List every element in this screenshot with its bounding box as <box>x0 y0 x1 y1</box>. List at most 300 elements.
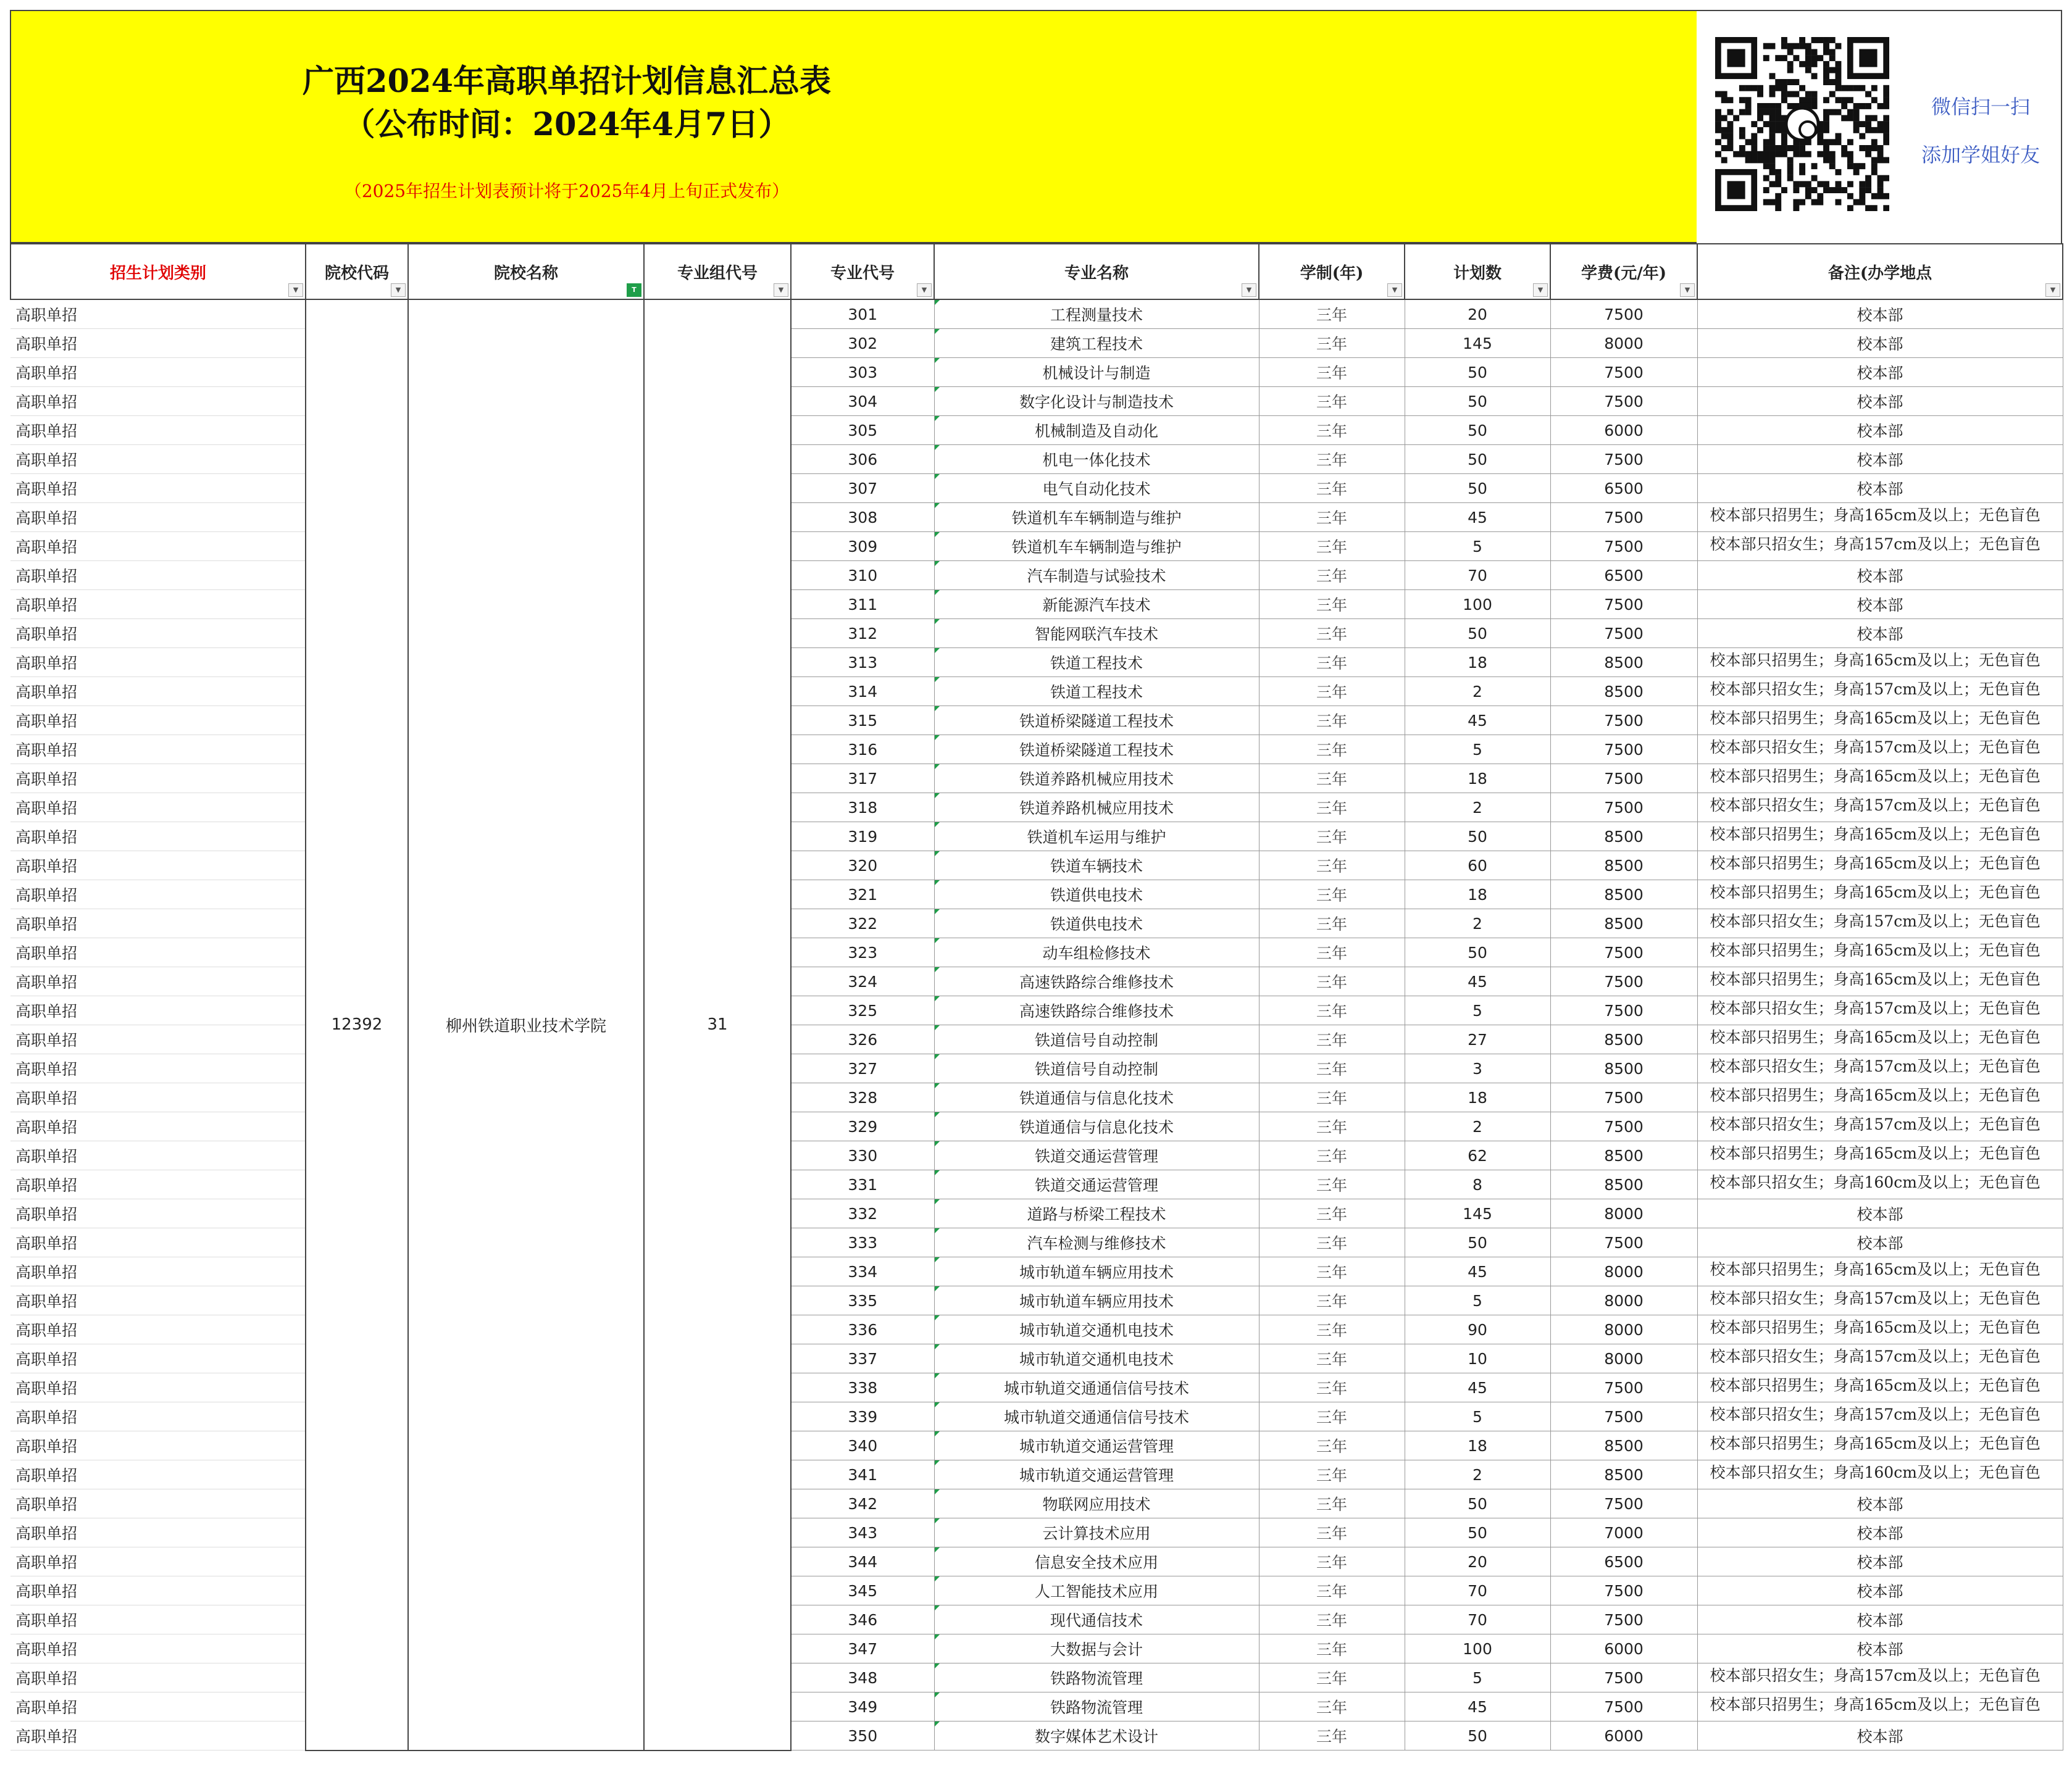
cell-tuition[interactable]: 8500 <box>1550 1054 1697 1083</box>
filter-dropdown-icon[interactable]: ▼ <box>391 283 406 297</box>
filter-dropdown-icon[interactable]: ▼ <box>288 283 303 297</box>
cell-plan-category[interactable]: 高职单招 <box>10 1663 306 1692</box>
cell-plan-category[interactable]: 高职单招 <box>10 445 306 474</box>
cell-plan-category[interactable]: 高职单招 <box>10 1605 306 1634</box>
cell-tuition[interactable]: 7500 <box>1550 1489 1697 1518</box>
cell-major-code[interactable]: 334 <box>791 1257 934 1286</box>
cell-note[interactable]: 校本部只招女生；身高157cm及以上；无色盲色 <box>1697 1344 2063 1373</box>
cell-note[interactable]: 校本部只招女生；身高157cm及以上；无色盲色 <box>1697 996 2063 1025</box>
cell-tuition[interactable]: 8500 <box>1550 648 1697 677</box>
cell-major-code[interactable]: 309 <box>791 532 934 561</box>
cell-major-name[interactable] <box>934 503 1259 532</box>
cell-plan-count[interactable]: 50 <box>1405 619 1550 648</box>
cell-major-code[interactable]: 349 <box>791 1692 934 1721</box>
cell-plan-count[interactable]: 70 <box>1405 1605 1550 1634</box>
cell-plan-count[interactable]: 70 <box>1405 1576 1550 1605</box>
cell-plan-count[interactable]: 2 <box>1405 1112 1550 1141</box>
cell-plan-category[interactable]: 高职单招 <box>10 677 306 706</box>
cell-major-code[interactable]: 347 <box>791 1634 934 1663</box>
cell-plan-count[interactable]: 50 <box>1405 938 1550 967</box>
cell-tuition[interactable]: 6500 <box>1550 1547 1697 1576</box>
cell-plan-category[interactable]: 高职单招 <box>10 735 306 764</box>
cell-major-name[interactable] <box>934 619 1259 648</box>
cell-plan-count[interactable]: 18 <box>1405 1083 1550 1112</box>
cell-major-code[interactable]: 307 <box>791 474 934 503</box>
cell-note[interactable]: 校本部只招女生；身高157cm及以上；无色盲色 <box>1697 793 2063 822</box>
cell-major-code[interactable]: 304 <box>791 387 934 416</box>
cell-note[interactable]: 校本部 <box>1697 619 2063 648</box>
cell-note[interactable]: 校本部 <box>1697 445 2063 474</box>
cell-tuition[interactable]: 7500 <box>1550 938 1697 967</box>
cell-major-name[interactable] <box>934 1286 1259 1315</box>
cell-plan-count[interactable]: 2 <box>1405 793 1550 822</box>
cell-note[interactable]: 校本部 <box>1697 1576 2063 1605</box>
cell-duration[interactable]: 三年 <box>1259 1547 1405 1576</box>
cell-plan-count[interactable]: 100 <box>1405 1634 1550 1663</box>
cell-plan-category[interactable]: 高职单招 <box>10 416 306 445</box>
cell-note[interactable]: 校本部 <box>1697 1199 2063 1228</box>
cell-tuition[interactable]: 7500 <box>1550 1663 1697 1692</box>
cell-note[interactable]: 校本部只招男生；身高165cm及以上；无色盲色 <box>1697 851 2063 880</box>
cell-major-code[interactable]: 302 <box>791 329 934 358</box>
cell-note[interactable]: 校本部 <box>1697 1547 2063 1576</box>
cell-tuition[interactable]: 8000 <box>1550 1344 1697 1373</box>
cell-plan-count[interactable]: 20 <box>1405 299 1550 329</box>
cell-group-code[interactable]: 31 <box>644 299 791 1750</box>
cell-plan-count[interactable]: 45 <box>1405 1373 1550 1402</box>
cell-major-name[interactable] <box>934 299 1259 329</box>
filter-dropdown-icon[interactable]: ▼ <box>1680 283 1695 297</box>
cell-tuition[interactable]: 8500 <box>1550 1460 1697 1489</box>
cell-duration[interactable]: 三年 <box>1259 445 1405 474</box>
cell-plan-category[interactable]: 高职单招 <box>10 1489 306 1518</box>
cell-major-name[interactable] <box>934 677 1259 706</box>
cell-major-code[interactable]: 316 <box>791 735 934 764</box>
cell-major-code[interactable]: 346 <box>791 1605 934 1634</box>
cell-plan-category[interactable]: 高职单招 <box>10 648 306 677</box>
cell-tuition[interactable]: 7500 <box>1550 1112 1697 1141</box>
cell-major-code[interactable]: 312 <box>791 619 934 648</box>
cell-duration[interactable]: 三年 <box>1259 1460 1405 1489</box>
cell-note[interactable]: 校本部只招男生；身高165cm及以上；无色盲色 <box>1697 1257 2063 1286</box>
cell-major-name[interactable] <box>934 1460 1259 1489</box>
cell-tuition[interactable]: 8000 <box>1550 1199 1697 1228</box>
cell-tuition[interactable]: 7500 <box>1550 996 1697 1025</box>
cell-plan-count[interactable]: 50 <box>1405 416 1550 445</box>
cell-major-name[interactable] <box>934 909 1259 938</box>
cell-note[interactable]: 校本部只招女生；身高157cm及以上；无色盲色 <box>1697 532 2063 561</box>
cell-major-name[interactable] <box>934 1315 1259 1344</box>
cell-plan-category[interactable]: 高职单招 <box>10 561 306 590</box>
cell-tuition[interactable]: 8500 <box>1550 1170 1697 1199</box>
cell-note[interactable]: 校本部 <box>1697 590 2063 619</box>
cell-tuition[interactable]: 7500 <box>1550 1373 1697 1402</box>
cell-major-name[interactable] <box>934 1344 1259 1373</box>
cell-major-name[interactable] <box>934 1721 1259 1750</box>
cell-note[interactable]: 校本部只招男生；身高165cm及以上；无色盲色 <box>1697 822 2063 851</box>
cell-plan-count[interactable]: 50 <box>1405 474 1550 503</box>
cell-major-code[interactable]: 333 <box>791 1228 934 1257</box>
cell-plan-category[interactable]: 高职单招 <box>10 1228 306 1257</box>
cell-duration[interactable]: 三年 <box>1259 677 1405 706</box>
cell-major-code[interactable]: 301 <box>791 299 934 329</box>
cell-plan-count[interactable]: 20 <box>1405 1547 1550 1576</box>
cell-duration[interactable]: 三年 <box>1259 1083 1405 1112</box>
cell-plan-count[interactable]: 10 <box>1405 1344 1550 1373</box>
cell-tuition[interactable]: 8000 <box>1550 1315 1697 1344</box>
cell-major-code[interactable]: 320 <box>791 851 934 880</box>
cell-plan-count[interactable]: 5 <box>1405 1402 1550 1431</box>
cell-note[interactable]: 校本部只招男生；身高165cm及以上；无色盲色 <box>1697 1025 2063 1054</box>
cell-major-code[interactable]: 305 <box>791 416 934 445</box>
cell-note[interactable]: 校本部只招女生；身高157cm及以上；无色盲色 <box>1697 909 2063 938</box>
cell-note[interactable]: 校本部 <box>1697 1489 2063 1518</box>
cell-major-name[interactable] <box>934 996 1259 1025</box>
cell-major-name[interactable] <box>934 1431 1259 1460</box>
cell-plan-category[interactable]: 高职单招 <box>10 299 306 329</box>
filter-dropdown-icon[interactable]: ▼ <box>774 283 788 297</box>
cell-college-name[interactable]: 柳州铁道职业技术学院 <box>408 299 644 1750</box>
cell-tuition[interactable]: 6000 <box>1550 1634 1697 1663</box>
cell-tuition[interactable]: 7500 <box>1550 1083 1697 1112</box>
cell-plan-count[interactable]: 18 <box>1405 764 1550 793</box>
cell-plan-count[interactable]: 2 <box>1405 677 1550 706</box>
cell-note[interactable]: 校本部只招女生；身高157cm及以上；无色盲色 <box>1697 1112 2063 1141</box>
cell-note[interactable]: 校本部 <box>1697 416 2063 445</box>
cell-duration[interactable]: 三年 <box>1259 503 1405 532</box>
cell-note[interactable]: 校本部只招男生；身高165cm及以上；无色盲色 <box>1697 1431 2063 1460</box>
cell-tuition[interactable]: 8500 <box>1550 909 1697 938</box>
cell-duration[interactable]: 三年 <box>1259 1576 1405 1605</box>
filter-dropdown-icon[interactable]: ▼ <box>1533 283 1548 297</box>
cell-plan-count[interactable]: 27 <box>1405 1025 1550 1054</box>
cell-tuition[interactable]: 7500 <box>1550 619 1697 648</box>
cell-major-code[interactable]: 323 <box>791 938 934 967</box>
cell-major-name[interactable] <box>934 648 1259 677</box>
cell-note[interactable]: 校本部只招男生；身高165cm及以上；无色盲色 <box>1697 503 2063 532</box>
cell-note[interactable]: 校本部只招女生；身高160cm及以上；无色盲色 <box>1697 1460 2063 1489</box>
cell-major-code[interactable]: 321 <box>791 880 934 909</box>
cell-plan-count[interactable]: 50 <box>1405 1518 1550 1547</box>
cell-note[interactable]: 校本部只招男生；身高165cm及以上；无色盲色 <box>1697 706 2063 735</box>
cell-major-code[interactable]: 341 <box>791 1460 934 1489</box>
cell-plan-category[interactable]: 高职单招 <box>10 1344 306 1373</box>
cell-major-code[interactable]: 317 <box>791 764 934 793</box>
cell-plan-count[interactable]: 5 <box>1405 996 1550 1025</box>
cell-tuition[interactable]: 7500 <box>1550 532 1697 561</box>
cell-tuition[interactable]: 6500 <box>1550 561 1697 590</box>
cell-duration[interactable]: 三年 <box>1259 967 1405 996</box>
cell-tuition[interactable]: 7500 <box>1550 1692 1697 1721</box>
cell-tuition[interactable]: 8500 <box>1550 880 1697 909</box>
cell-duration[interactable]: 三年 <box>1259 648 1405 677</box>
cell-duration[interactable]: 三年 <box>1259 416 1405 445</box>
cell-major-name[interactable] <box>934 416 1259 445</box>
cell-tuition[interactable]: 7500 <box>1550 1402 1697 1431</box>
cell-tuition[interactable]: 8000 <box>1550 1257 1697 1286</box>
cell-major-name[interactable] <box>934 822 1259 851</box>
cell-plan-category[interactable]: 高职单招 <box>10 1315 306 1344</box>
cell-note[interactable]: 校本部只招男生；身高165cm及以上；无色盲色 <box>1697 1692 2063 1721</box>
cell-duration[interactable]: 三年 <box>1259 1605 1405 1634</box>
cell-plan-count[interactable]: 50 <box>1405 822 1550 851</box>
cell-major-name[interactable] <box>934 1547 1259 1576</box>
cell-major-code[interactable]: 327 <box>791 1054 934 1083</box>
cell-note[interactable]: 校本部 <box>1697 358 2063 387</box>
cell-major-code[interactable]: 332 <box>791 1199 934 1228</box>
cell-duration[interactable]: 三年 <box>1259 735 1405 764</box>
cell-plan-count[interactable]: 8 <box>1405 1170 1550 1199</box>
cell-tuition[interactable]: 8000 <box>1550 329 1697 358</box>
cell-plan-count[interactable]: 60 <box>1405 851 1550 880</box>
cell-tuition[interactable]: 7500 <box>1550 967 1697 996</box>
cell-plan-category[interactable]: 高职单招 <box>10 619 306 648</box>
cell-tuition[interactable]: 7500 <box>1550 706 1697 735</box>
cell-plan-category[interactable]: 高职单招 <box>10 909 306 938</box>
filter-dropdown-icon[interactable]: ▼ <box>1387 283 1402 297</box>
cell-duration[interactable]: 三年 <box>1259 387 1405 416</box>
cell-major-code[interactable]: 326 <box>791 1025 934 1054</box>
cell-major-code[interactable]: 344 <box>791 1547 934 1576</box>
cell-major-code[interactable]: 319 <box>791 822 934 851</box>
cell-duration[interactable]: 三年 <box>1259 1344 1405 1373</box>
cell-note[interactable]: 校本部 <box>1697 299 2063 329</box>
cell-duration[interactable]: 三年 <box>1259 1025 1405 1054</box>
cell-plan-category[interactable]: 高职单招 <box>10 1692 306 1721</box>
cell-major-code[interactable]: 318 <box>791 793 934 822</box>
cell-note[interactable]: 校本部只招男生；身高165cm及以上；无色盲色 <box>1697 1315 2063 1344</box>
cell-duration[interactable]: 三年 <box>1259 1489 1405 1518</box>
cell-tuition[interactable]: 6000 <box>1550 416 1697 445</box>
cell-plan-count[interactable]: 145 <box>1405 329 1550 358</box>
cell-major-name[interactable] <box>934 1634 1259 1663</box>
cell-note[interactable]: 校本部只招男生；身高165cm及以上；无色盲色 <box>1697 880 2063 909</box>
cell-tuition[interactable]: 7500 <box>1550 503 1697 532</box>
cell-major-name[interactable] <box>934 474 1259 503</box>
cell-plan-category[interactable]: 高职单招 <box>10 1199 306 1228</box>
cell-plan-count[interactable]: 2 <box>1405 1460 1550 1489</box>
cell-duration[interactable]: 三年 <box>1259 561 1405 590</box>
cell-major-name[interactable] <box>934 851 1259 880</box>
cell-note[interactable]: 校本部只招女生；身高157cm及以上；无色盲色 <box>1697 1663 2063 1692</box>
cell-plan-count[interactable]: 2 <box>1405 909 1550 938</box>
cell-duration[interactable]: 三年 <box>1259 1141 1405 1170</box>
cell-duration[interactable]: 三年 <box>1259 532 1405 561</box>
cell-tuition[interactable]: 8500 <box>1550 1141 1697 1170</box>
filter-dropdown-icon[interactable]: ▼ <box>917 283 932 297</box>
cell-tuition[interactable]: 7000 <box>1550 1518 1697 1547</box>
cell-major-name[interactable] <box>934 590 1259 619</box>
cell-major-code[interactable]: 337 <box>791 1344 934 1373</box>
cell-duration[interactable]: 三年 <box>1259 1112 1405 1141</box>
cell-plan-count[interactable]: 50 <box>1405 445 1550 474</box>
cell-major-name[interactable] <box>934 387 1259 416</box>
cell-plan-count[interactable]: 50 <box>1405 1721 1550 1750</box>
cell-plan-count[interactable]: 5 <box>1405 735 1550 764</box>
cell-plan-category[interactable]: 高职单招 <box>10 880 306 909</box>
cell-tuition[interactable]: 7500 <box>1550 735 1697 764</box>
cell-major-name[interactable] <box>934 764 1259 793</box>
cell-plan-count[interactable]: 90 <box>1405 1315 1550 1344</box>
cell-plan-count[interactable]: 62 <box>1405 1141 1550 1170</box>
cell-major-name[interactable] <box>934 1170 1259 1199</box>
cell-major-code[interactable]: 322 <box>791 909 934 938</box>
cell-note[interactable]: 校本部只招女生；身高157cm及以上；无色盲色 <box>1697 735 2063 764</box>
cell-duration[interactable]: 三年 <box>1259 1315 1405 1344</box>
cell-major-code[interactable]: 310 <box>791 561 934 590</box>
cell-note[interactable]: 校本部只招男生；身高165cm及以上；无色盲色 <box>1697 648 2063 677</box>
filter-dropdown-icon[interactable]: ▼ <box>1242 283 1256 297</box>
cell-plan-category[interactable]: 高职单招 <box>10 1576 306 1605</box>
cell-duration[interactable]: 三年 <box>1259 358 1405 387</box>
cell-plan-count[interactable]: 50 <box>1405 387 1550 416</box>
cell-note[interactable]: 校本部 <box>1697 1721 2063 1750</box>
cell-plan-category[interactable]: 高职单招 <box>10 1518 306 1547</box>
cell-major-code[interactable]: 338 <box>791 1373 934 1402</box>
filter-active-icon[interactable]: T <box>627 283 641 297</box>
cell-plan-count[interactable]: 45 <box>1405 967 1550 996</box>
cell-plan-category[interactable]: 高职单招 <box>10 1141 306 1170</box>
cell-major-code[interactable]: 339 <box>791 1402 934 1431</box>
cell-note[interactable]: 校本部 <box>1697 1228 2063 1257</box>
cell-note[interactable]: 校本部 <box>1697 387 2063 416</box>
cell-tuition[interactable]: 7500 <box>1550 387 1697 416</box>
cell-plan-category[interactable]: 高职单招 <box>10 706 306 735</box>
cell-major-code[interactable]: 342 <box>791 1489 934 1518</box>
cell-major-name[interactable] <box>934 1489 1259 1518</box>
cell-duration[interactable]: 三年 <box>1259 1257 1405 1286</box>
cell-major-name[interactable] <box>934 1402 1259 1431</box>
cell-major-name[interactable] <box>934 532 1259 561</box>
cell-plan-category[interactable]: 高职单招 <box>10 532 306 561</box>
cell-major-name[interactable] <box>934 1692 1259 1721</box>
cell-note[interactable]: 校本部 <box>1697 329 2063 358</box>
cell-plan-category[interactable]: 高职单招 <box>10 1286 306 1315</box>
cell-major-code[interactable]: 331 <box>791 1170 934 1199</box>
cell-duration[interactable]: 三年 <box>1259 880 1405 909</box>
cell-plan-count[interactable]: 5 <box>1405 1286 1550 1315</box>
cell-major-name[interactable] <box>934 1112 1259 1141</box>
cell-plan-category[interactable]: 高职单招 <box>10 358 306 387</box>
cell-duration[interactable]: 三年 <box>1259 1373 1405 1402</box>
cell-tuition[interactable]: 7500 <box>1550 1228 1697 1257</box>
cell-plan-category[interactable]: 高职单招 <box>10 764 306 793</box>
cell-major-name[interactable] <box>934 880 1259 909</box>
cell-plan-category[interactable]: 高职单招 <box>10 1547 306 1576</box>
cell-tuition[interactable]: 7500 <box>1550 764 1697 793</box>
cell-major-name[interactable] <box>934 1199 1259 1228</box>
cell-major-code[interactable]: 350 <box>791 1721 934 1750</box>
cell-note[interactable]: 校本部只招女生；身高157cm及以上；无色盲色 <box>1697 1402 2063 1431</box>
cell-duration[interactable]: 三年 <box>1259 1721 1405 1750</box>
cell-major-name[interactable] <box>934 1518 1259 1547</box>
cell-major-code[interactable]: 340 <box>791 1431 934 1460</box>
cell-major-name[interactable] <box>934 445 1259 474</box>
cell-plan-category[interactable]: 高职单招 <box>10 1460 306 1489</box>
cell-duration[interactable]: 三年 <box>1259 1634 1405 1663</box>
cell-duration[interactable]: 三年 <box>1259 329 1405 358</box>
cell-tuition[interactable]: 6000 <box>1550 1721 1697 1750</box>
cell-major-name[interactable] <box>934 1025 1259 1054</box>
cell-plan-category[interactable]: 高职单招 <box>10 938 306 967</box>
cell-major-code[interactable]: 324 <box>791 967 934 996</box>
cell-duration[interactable]: 三年 <box>1259 822 1405 851</box>
cell-plan-count[interactable]: 45 <box>1405 706 1550 735</box>
cell-duration[interactable]: 三年 <box>1259 996 1405 1025</box>
cell-major-name[interactable] <box>934 706 1259 735</box>
cell-major-code[interactable]: 336 <box>791 1315 934 1344</box>
cell-tuition[interactable]: 8500 <box>1550 677 1697 706</box>
cell-duration[interactable]: 三年 <box>1259 1518 1405 1547</box>
cell-major-name[interactable] <box>934 967 1259 996</box>
cell-major-code[interactable]: 330 <box>791 1141 934 1170</box>
cell-tuition[interactable]: 8500 <box>1550 1025 1697 1054</box>
cell-major-code[interactable]: 348 <box>791 1663 934 1692</box>
cell-major-name[interactable] <box>934 793 1259 822</box>
cell-plan-count[interactable]: 45 <box>1405 1257 1550 1286</box>
cell-tuition[interactable]: 7500 <box>1550 590 1697 619</box>
cell-duration[interactable]: 三年 <box>1259 938 1405 967</box>
cell-major-name[interactable] <box>934 358 1259 387</box>
cell-note[interactable]: 校本部 <box>1697 474 2063 503</box>
cell-plan-count[interactable]: 45 <box>1405 503 1550 532</box>
cell-plan-count[interactable]: 18 <box>1405 648 1550 677</box>
cell-note[interactable]: 校本部只招女生；身高157cm及以上；无色盲色 <box>1697 1054 2063 1083</box>
cell-major-code[interactable]: 335 <box>791 1286 934 1315</box>
cell-duration[interactable]: 三年 <box>1259 1286 1405 1315</box>
cell-major-name[interactable] <box>934 1054 1259 1083</box>
filter-dropdown-icon[interactable]: ▼ <box>2045 283 2060 297</box>
cell-note[interactable]: 校本部只招女生；身高157cm及以上；无色盲色 <box>1697 1286 2063 1315</box>
cell-duration[interactable]: 三年 <box>1259 764 1405 793</box>
cell-plan-category[interactable]: 高职单招 <box>10 1083 306 1112</box>
cell-duration[interactable]: 三年 <box>1259 706 1405 735</box>
cell-major-name[interactable] <box>934 1605 1259 1634</box>
cell-major-name[interactable] <box>934 938 1259 967</box>
cell-note[interactable]: 校本部只招男生；身高165cm及以上；无色盲色 <box>1697 764 2063 793</box>
cell-plan-category[interactable]: 高职单招 <box>10 1257 306 1286</box>
cell-plan-count[interactable]: 70 <box>1405 561 1550 590</box>
cell-plan-count[interactable]: 50 <box>1405 358 1550 387</box>
cell-tuition[interactable]: 7500 <box>1550 1605 1697 1634</box>
cell-plan-category[interactable]: 高职单招 <box>10 1373 306 1402</box>
cell-major-name[interactable] <box>934 1257 1259 1286</box>
cell-major-code[interactable]: 313 <box>791 648 934 677</box>
cell-major-code[interactable]: 314 <box>791 677 934 706</box>
cell-plan-category[interactable]: 高职单招 <box>10 590 306 619</box>
cell-major-code[interactable]: 328 <box>791 1083 934 1112</box>
cell-major-name[interactable] <box>934 1141 1259 1170</box>
cell-tuition[interactable]: 7500 <box>1550 793 1697 822</box>
cell-plan-count[interactable]: 5 <box>1405 532 1550 561</box>
cell-plan-count[interactable]: 18 <box>1405 1431 1550 1460</box>
cell-duration[interactable]: 三年 <box>1259 1692 1405 1721</box>
cell-duration[interactable]: 三年 <box>1259 619 1405 648</box>
cell-duration[interactable]: 三年 <box>1259 793 1405 822</box>
cell-major-name[interactable] <box>934 1663 1259 1692</box>
cell-duration[interactable]: 三年 <box>1259 1402 1405 1431</box>
cell-plan-count[interactable]: 145 <box>1405 1199 1550 1228</box>
cell-plan-count[interactable]: 50 <box>1405 1489 1550 1518</box>
cell-tuition[interactable]: 7500 <box>1550 1576 1697 1605</box>
cell-note[interactable]: 校本部只招男生；身高165cm及以上；无色盲色 <box>1697 938 2063 967</box>
cell-duration[interactable]: 三年 <box>1259 590 1405 619</box>
cell-major-name[interactable] <box>934 1083 1259 1112</box>
cell-duration[interactable]: 三年 <box>1259 1199 1405 1228</box>
cell-plan-category[interactable]: 高职单招 <box>10 1431 306 1460</box>
cell-note[interactable]: 校本部只招女生；身高157cm及以上；无色盲色 <box>1697 677 2063 706</box>
cell-plan-category[interactable]: 高职单招 <box>10 1721 306 1750</box>
